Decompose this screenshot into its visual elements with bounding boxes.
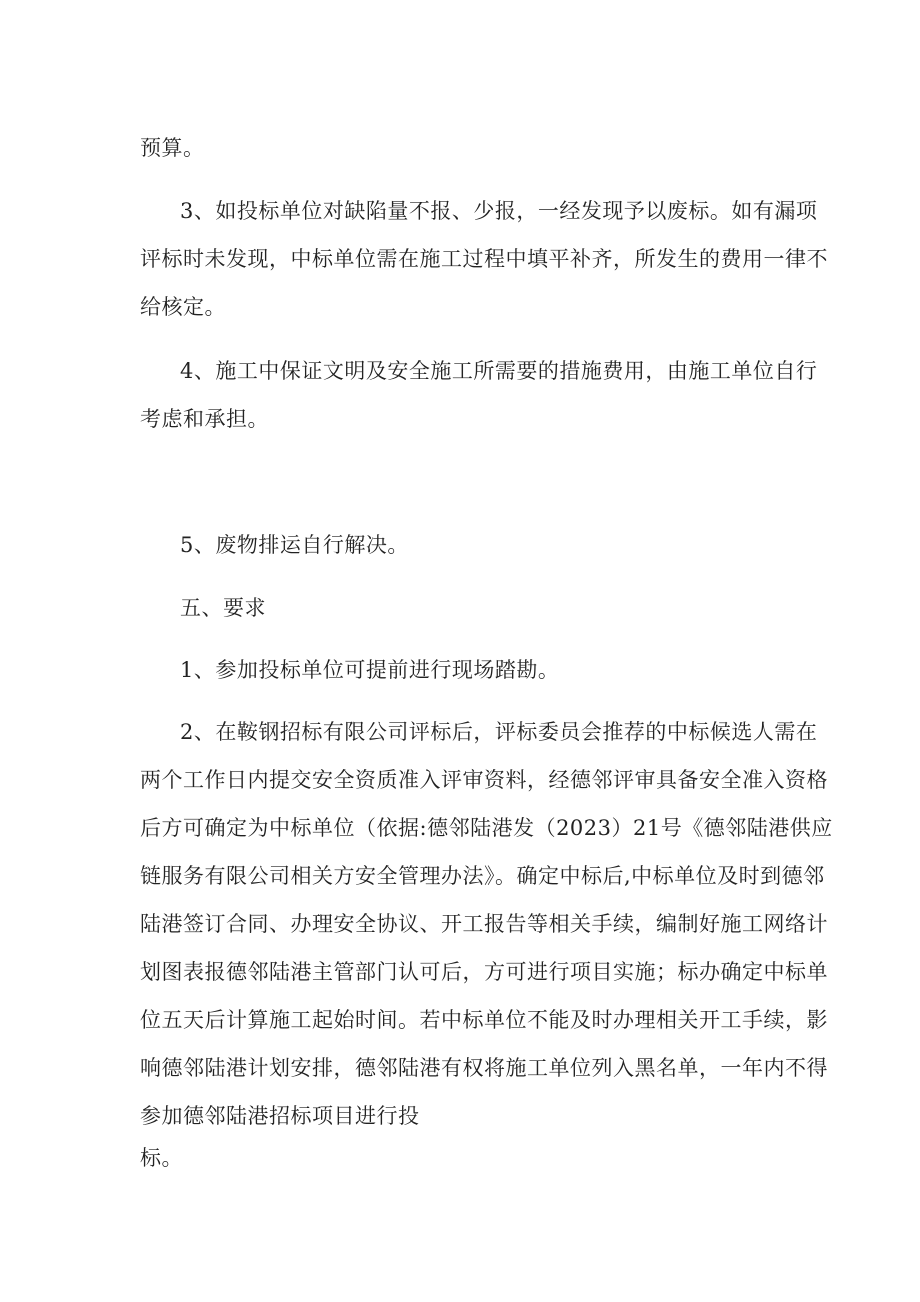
paragraph-line: 参加德邻陆港招标项目进行投 — [140, 1104, 420, 1128]
paragraph-line: 标。 — [140, 1146, 183, 1170]
paragraph-line: 考虑和承担。 — [140, 407, 269, 431]
paragraph-line: 预算。 — [140, 136, 205, 160]
paragraph-line: 3、如投标单位对缺陷量不报、少报，一经发现予以废标。如有漏项 — [180, 199, 818, 223]
section-heading: 五、要求 — [180, 596, 266, 620]
paragraph-line: 1、参加投标单位可提前进行现场踏勘。 — [180, 658, 560, 682]
paragraph-line: 响德邻陆港计划安排，德邻陆港有权将施工单位列入黑名单，一年内不得 — [140, 1056, 828, 1080]
paragraph-line: 给核定。 — [140, 295, 226, 319]
paragraph-line: 2、在鞍钢招标有限公司评标后，评标委员会推荐的中标候选人需在 — [180, 720, 818, 744]
paragraph-line: 链服务有限公司相关方安全管理办法》。确定中标后,中标单位及时到德邻 — [140, 864, 825, 888]
paragraph-line: 两个工作日内提交安全资质准入评审资料，经德邻评审具备安全准入资格 — [140, 768, 828, 792]
paragraph-line: 5、废物排运自行解决。 — [180, 533, 409, 557]
paragraph-line: 位五天后计算施工起始时间。若中标单位不能及时办理相关开工手续，影 — [140, 1008, 828, 1032]
paragraph-line: 划图表报德邻陆港主管部门认可后，方可进行项目实施；标办确定中标单 — [140, 960, 828, 984]
paragraph-line: 4、施工中保证文明及安全施工所需要的措施费用，由施工单位自行 — [180, 359, 818, 383]
paragraph-line: 后方可确定为中标单位（依据:德邻陆港发（2023）21号《德邻陆港供应 — [140, 816, 833, 840]
paragraph-line: 陆港签订合同、办理安全协议、开工报告等相关手续，编制好施工网络计 — [140, 912, 828, 936]
paragraph-line: 评标时未发现，中标单位需在施工过程中填平补齐，所发生的费用一律不 — [140, 247, 828, 271]
